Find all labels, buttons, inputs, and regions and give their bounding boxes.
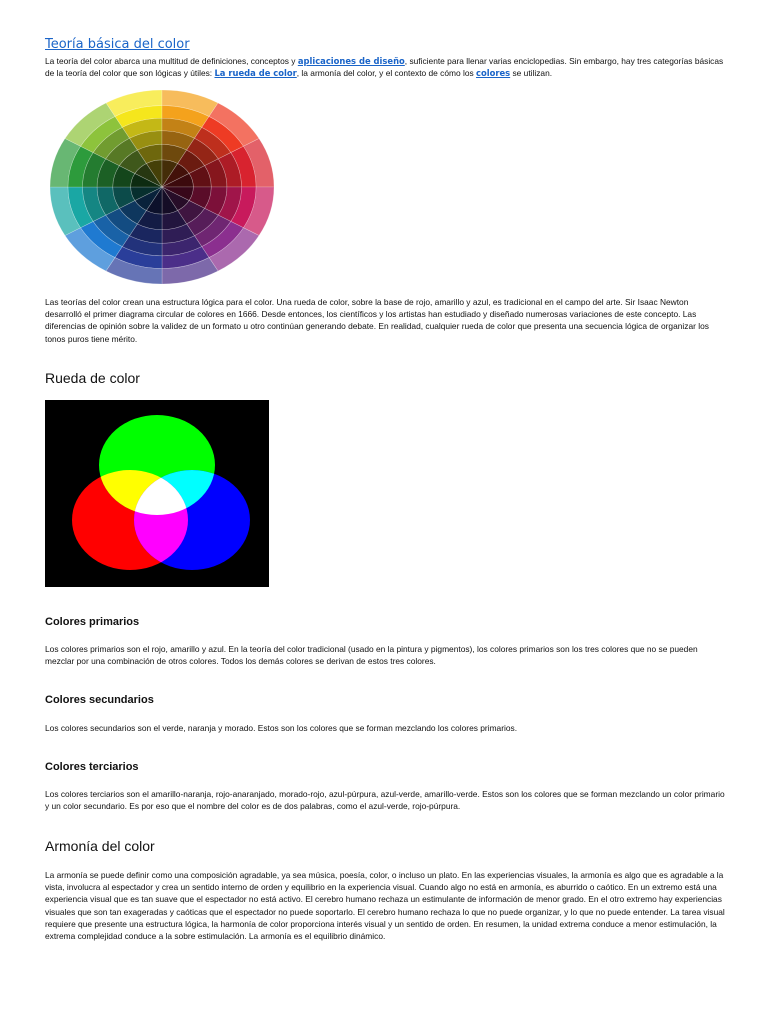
heading-primary-colors: Colores primarios xyxy=(45,616,140,628)
secondary-colors-text: Los colores secundarios son el verde, naranja y morado. Estos son los colores que se forman mezclando los colores primarios. xyxy=(45,723,518,733)
link-colors[interactable]: colores xyxy=(476,68,511,79)
rgb-additive-image xyxy=(45,400,269,587)
heading-tertiary-colors: Colores terciarios xyxy=(45,761,139,773)
link-design-applications[interactable]: aplicaciones de diseño xyxy=(297,56,405,66)
theories-paragraph: Las teorías del color crean una estructura lógica para el color. Una rueda de color, sobre la base de rojo, amarillo y azul, es tradicional en el campo del arte. Sir Isaac Newton desarrolló el primer diagrama circular de colores en 1666. Desde entonces, los científicos y los artistas han estudiado y diseñado numerosas variaciones de este concepto. Las diferencias de opinión sobre la validez de un formato u otro continúan generando debate. En realidad, cualquier rueda de color que presenta una secuencia lógica de organizar los tonos puros tiene mérito. xyxy=(45,297,709,344)
intro-paragraph xyxy=(45,55,725,79)
color-wheel-image xyxy=(48,88,276,286)
intro-text-2: , suficiente para llenar varias enciclopedias. Sin embargo, hay tres categorías básicas de la teoría del color que son lógicas y útiles: xyxy=(45,56,724,79)
primary-colors-text: Los colores primarios son el rojo, amarillo y azul. En la teoría del color tradicional (usado en la pintura y pigmentos), los colores primarios son los tres colores que no se pueden mezclar por una combinación de otros colores. Todos los demás colores se derivan de estos tres colores. xyxy=(45,644,698,667)
harmony-text: La armonía se puede definir como una composición agradable, ya sea música, poesía, color, o incluso un plato. En las experiencias visuales, la armonía es algo que es agradable a la vista, involucra al espectador y crea un sentido interno de orden y equilibrio en la experiencia visual. Cuando algo no está en armonía, es aburrido o caótico. En un extremo está una experiencia visual que es tan suave que el espectador no está activo. El cerebro humano rechaza un estimulante de información de menor grado. En el otro extremo hay experiencias visuales que son tan exageradas y caóticas que el espectador no puede soportarlo. El cerebro humano rechaza lo que no puede organizar, y lo que no puede entender. La tarea visual requiere que presente una estructura lógica, la harmonía de color proporciona interés visual y un sentido de orden. En resumen, la unidad extrema conduce a menor estimulación, la extrema complejidad conduce a la sobre estimulación. La armonía es el equilibrio dinámico. xyxy=(45,870,725,942)
heading-secondary-colors: Colores secundarios xyxy=(45,694,154,706)
link-color-wheel[interactable]: La rueda de color xyxy=(214,68,297,79)
tertiary-colors-text: Los colores terciarios son el amarillo-naranja, rojo-anaranjado, morado-rojo, azul-púrpura, azul-verde, amarillo-verde. Estos son los colores que se forman mezclando un color primario y un color secundario. Es por eso que el nombre del color es de dos palabras, como el azul-verde, rojo-púrpura. xyxy=(45,789,725,812)
intro-text-1: La teoría del color abarca una multitud de definiciones, conceptos y xyxy=(45,56,298,66)
intro-text-3: , la armonía del color, y el contexto de cómo los xyxy=(296,68,477,79)
intro-text-4: se utilizan. xyxy=(510,68,553,79)
heading-color-harmony: Armonía del color xyxy=(45,838,155,854)
page-title[interactable]: Teoría básica del color xyxy=(45,37,190,52)
heading-color-wheel: Rueda de color xyxy=(45,370,140,386)
